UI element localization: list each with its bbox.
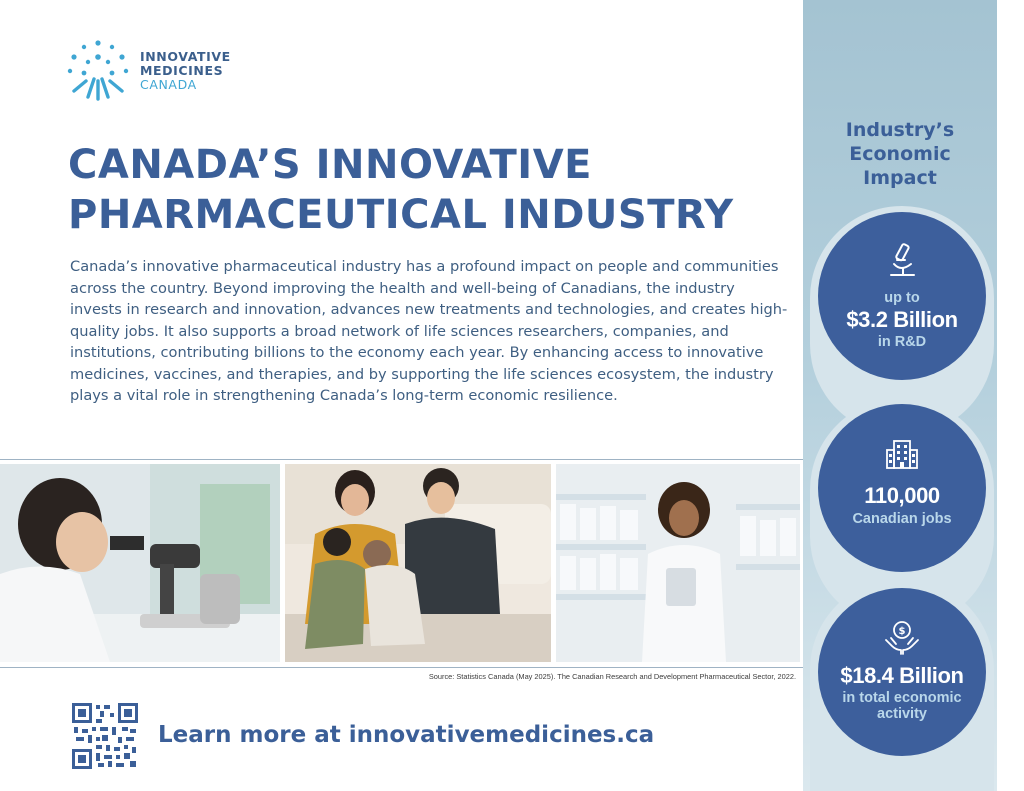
stat-economic-label-line-2: activity (877, 706, 927, 722)
intro-paragraph: Canada’s innovative pharmaceutical industry has a profound impact on people and communities across the country. Beyond improving the health and well-being of Canadians, the industry invests in research and innovation, advances new treatments and technologies, and creates high-quality jobs. It also supports a broad network of life sciences researchers, companies, and institutions, contributing billions to the economy each year. By enhancing access to innovative medicines, vaccines, and therapies, and by supporting the life sciences ecosystem, the industry plays a vital role in strengthening Canada’s long-term economic resilience. (70, 258, 788, 404)
impact-heading (803, 118, 997, 190)
stat-circle-jobs (818, 404, 986, 572)
stat-circle-economic (818, 588, 986, 756)
page-title (68, 140, 768, 240)
photo-family (285, 464, 551, 662)
stat-jobs-value: 110,000 (864, 483, 940, 508)
learn-more-link[interactable]: Learn more at innovativemedicines.ca (158, 722, 655, 748)
money-hands-icon (884, 620, 920, 656)
stat-rd-value: $3.2 Billion (846, 307, 958, 332)
stat-economic-label-line-1: in total economic (842, 690, 962, 706)
stat-circle-rd (818, 212, 986, 380)
stat-economic-value: $18.4 Billion (840, 663, 964, 688)
title-line-1: CANADA’S INNOVATIVE (68, 142, 592, 188)
stat-jobs-label: Canadian jobs (852, 511, 952, 527)
impact-heading-line-1: Industry’s (845, 119, 955, 141)
title-line-2: PHARMACEUTICAL INDUSTRY (68, 192, 734, 238)
impact-heading-line-3: Impact (863, 167, 937, 189)
svg-text:$: $ (898, 626, 906, 637)
logo-line-1: INNOVATIVE (140, 49, 231, 64)
starburst-logo-icon (66, 38, 130, 104)
logo-line-3: CANADA (140, 77, 197, 92)
sidebar-edge (997, 0, 1024, 791)
source-citation: Source: Statistics Canada (May 2025). The Canadian Research and Development Pharmaceutical Sector, 2022. (428, 672, 796, 681)
stat-rd-label: in R&D (877, 334, 927, 350)
qr-code-icon[interactable] (72, 703, 138, 769)
logo-line-2: MEDICINES (140, 63, 224, 78)
impact-heading-line-2: Economic (849, 143, 951, 165)
building-icon (885, 438, 919, 470)
stat-rd-prefix: up to (884, 290, 920, 306)
photo-pharmacist (556, 464, 800, 662)
photo-divider-top (0, 459, 803, 460)
photo-divider-bottom (0, 667, 803, 668)
microscope-icon (887, 242, 917, 278)
photo-lab-researcher (0, 464, 280, 662)
logo-wordmark (140, 50, 231, 92)
brand-logo (66, 38, 231, 104)
